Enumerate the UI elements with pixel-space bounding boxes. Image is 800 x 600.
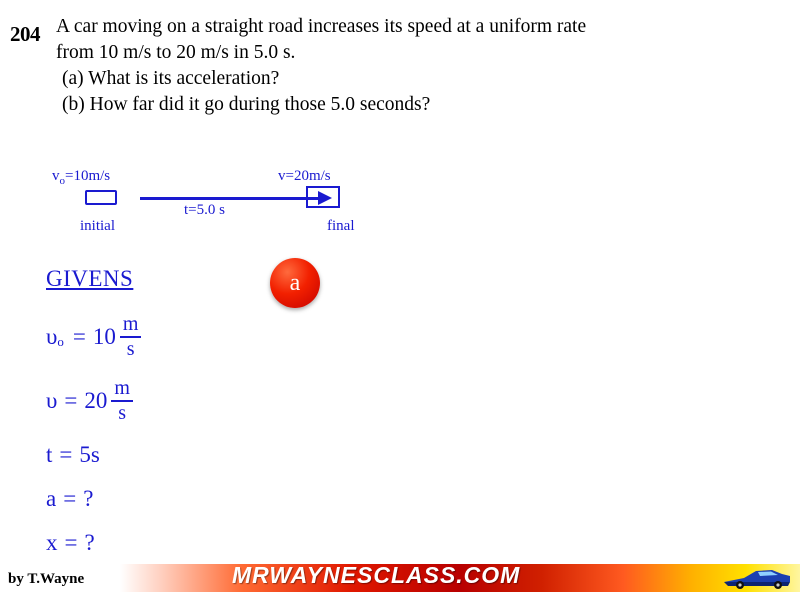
given-equals: =: [64, 530, 78, 555]
given-row: [46, 530, 141, 556]
initial-velocity-subscript: o: [59, 175, 65, 187]
givens-title: GIVENS: [46, 266, 134, 291]
problem-line-part-b: (b) How far did it go during those 5.0 seconds?: [62, 94, 431, 115]
given-row: [46, 314, 141, 360]
final-velocity-label: v=20m/s: [278, 168, 331, 184]
car-start-icon: [85, 190, 117, 205]
given-value: ?: [83, 486, 94, 511]
given-unit-numerator: m: [122, 313, 139, 335]
problem-number: 204: [10, 22, 40, 46]
given-value: ?: [84, 530, 95, 555]
footer: [0, 554, 800, 600]
given-subscript: o: [57, 334, 64, 349]
given-equals: =: [63, 486, 77, 511]
problem-line-part-a: (a) What is its acceleration?: [62, 68, 280, 89]
given-row: [46, 442, 141, 468]
initial-velocity-symbol: v: [52, 168, 60, 184]
motion-arrow-line: [140, 197, 322, 200]
initial-velocity-label: [52, 168, 110, 187]
footer-website: MRWAYNESCLASS.COM: [232, 562, 521, 588]
given-value: 5s: [79, 442, 100, 467]
given-unit-fraction: [120, 314, 142, 360]
given-equals: =: [72, 324, 86, 349]
given-unit-denominator: s: [118, 402, 127, 424]
problem-line: from 10 m/s to 20 m/s in 5.0 s.: [56, 42, 296, 63]
answer-marker-label: a: [289, 269, 301, 296]
given-symbol: υ: [46, 324, 58, 349]
answer-marker-a: [270, 258, 320, 308]
given-value: 20: [84, 388, 108, 413]
given-symbol: t: [46, 442, 53, 467]
givens-block: [46, 266, 141, 574]
given-equals: =: [64, 388, 78, 413]
given-symbol: υ: [46, 388, 58, 413]
car-end-icon: [306, 186, 340, 208]
given-equals: =: [59, 442, 73, 467]
motion-diagram: [0, 160, 420, 250]
given-row: [46, 378, 141, 424]
given-unit-fraction: [111, 378, 133, 424]
time-label: t=5.0 s: [184, 202, 225, 218]
initial-velocity-value: =10m/s: [65, 168, 111, 184]
given-unit-numerator: m: [114, 377, 130, 399]
race-car-icon: [722, 564, 792, 590]
footer-author: by T.Wayne: [8, 571, 85, 587]
given-unit-denominator: s: [126, 338, 135, 360]
given-symbol: a: [46, 486, 57, 511]
given-symbol: x: [46, 530, 58, 555]
final-caption: final: [327, 218, 355, 234]
initial-caption: initial: [80, 218, 115, 234]
given-row: [46, 486, 141, 512]
given-value: 10: [92, 324, 116, 349]
problem-line: A car moving on a straight road increases its speed at a uniform rate: [56, 16, 587, 37]
problem-text: [56, 14, 756, 118]
